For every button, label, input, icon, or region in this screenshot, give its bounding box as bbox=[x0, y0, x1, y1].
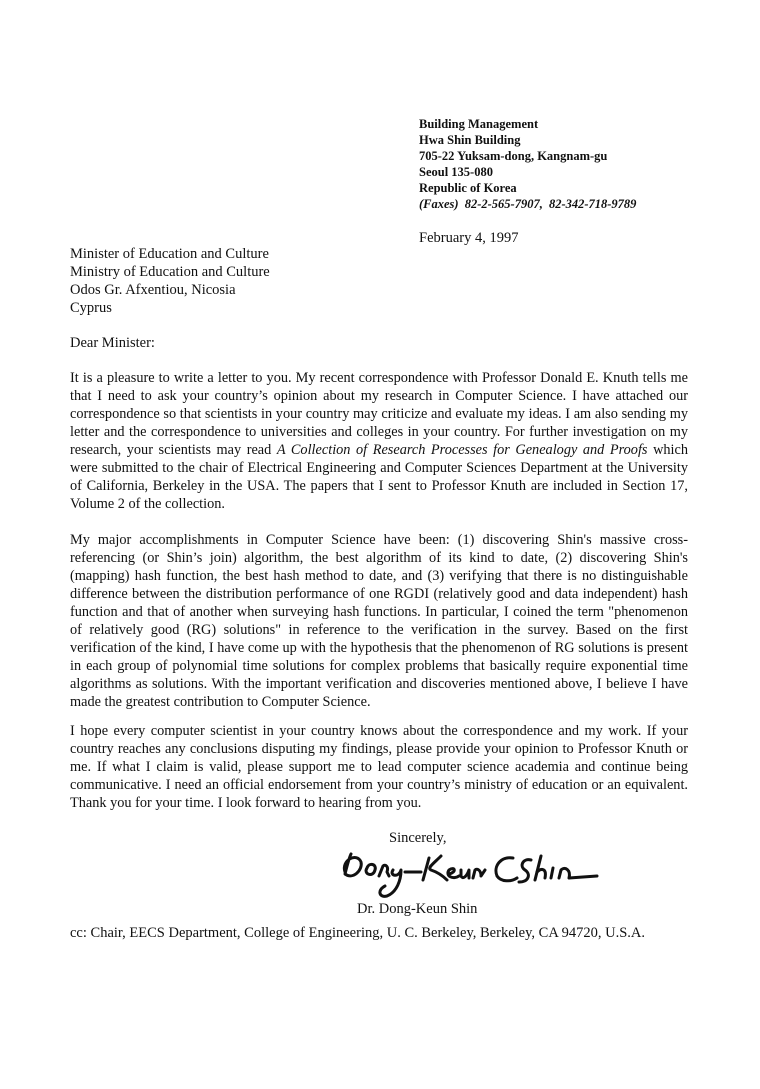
closing: Sincerely, bbox=[389, 830, 447, 846]
handwritten-signature bbox=[335, 840, 605, 900]
sender-line: Building Management bbox=[419, 117, 539, 131]
sender-line: Republic of Korea bbox=[419, 181, 517, 195]
letter-date: February 4, 1997 bbox=[419, 230, 519, 246]
salutation: Dear Minister: bbox=[70, 335, 155, 351]
sender-line: 705-22 Yuksam-dong, Kangnam-gu bbox=[419, 149, 608, 163]
recipient-line: Minister of Education and Culture bbox=[70, 246, 269, 262]
sender-line: Hwa Shin Building bbox=[419, 133, 521, 147]
recipient-address-block bbox=[70, 245, 270, 317]
body-paragraph-2: My major accomplishments in Computer Science have been: (1) discovering Shin's massive cross-referencing (or Shin’s join) algorithm, the best algorithm of its kind to date, (2) discovering Shin's (mapping) hash function, the best hash method to date, and (3) verifying that there is no distinguishable difference between the distribution performance of one RGDI (relatively good and data independent) hash function and that of another when surveying hash functions. In particular, I coined the term "phenomenon of relatively good (RG) solutions" in reference to the verification in the survey. Based on the first verification of the kind, I have come up with the hypothesis that the phenomenon of RG solutions is present in each group of polynomial time solutions for complex problems that basically require exponential time algorithms as solutions. With the important verification and discoveries mentioned above, I believe I have made the greatest contribution to Computer Science. bbox=[70, 532, 688, 710]
recipient-line: Odos Gr. Afxentiou, Nicosia bbox=[70, 282, 236, 298]
sender-fax-numbers: (Faxes) 82-2-565-7907, 82-342-718-9789 bbox=[419, 197, 637, 211]
paragraph-text: It is a pleasure to write a letter to you. My recent correspondence with Professor Donald E. Knuth tells me that I need to ask your country’s opinion about my research in Computer Science. I have attached our correspondence so that scientists in your country may criticize and evaluate my ideas. I am also sending my letter and the correspondence to universities and colleges in your country. For further investigation on my research, your scientists may read bbox=[70, 370, 688, 458]
body-paragraph-1 bbox=[70, 369, 688, 513]
recipient-line: Ministry of Education and Culture bbox=[70, 264, 270, 280]
body-paragraph-3: I hope every computer scientist in your country knows about the correspondence and my work. If your country reaches any conclusions disputing my findings, please provide your opinion to Professor Knuth or me. If what I claim is valid, please support me to lead computer science academia and continue being communicative. I need an official endorsement from your country’s ministry of education or an equivalent. Thank you for your time. I look forward to hearing from you. bbox=[70, 723, 688, 811]
paragraph-text: which were submitted to the chair of Electrical Engineering and Computer Sciences Department at the University of California, Berkeley in the USA. The papers that I sent to Professor Knuth are included in Section 17, Volume 2 of the collection. bbox=[70, 442, 689, 512]
sender-line: Seoul 135-080 bbox=[419, 165, 493, 179]
sender-address-block bbox=[419, 116, 739, 212]
recipient-line: Cyprus bbox=[70, 300, 112, 316]
cc-line: cc: Chair, EECS Department, College of Engineering, U. C. Berkeley, Berkeley, CA 94720, U.S.A. bbox=[70, 925, 646, 941]
publication-title: A Collection of Research Processes for Genealogy and Proofs bbox=[276, 442, 648, 458]
signer-name: Dr. Dong-Keun Shin bbox=[357, 901, 478, 917]
